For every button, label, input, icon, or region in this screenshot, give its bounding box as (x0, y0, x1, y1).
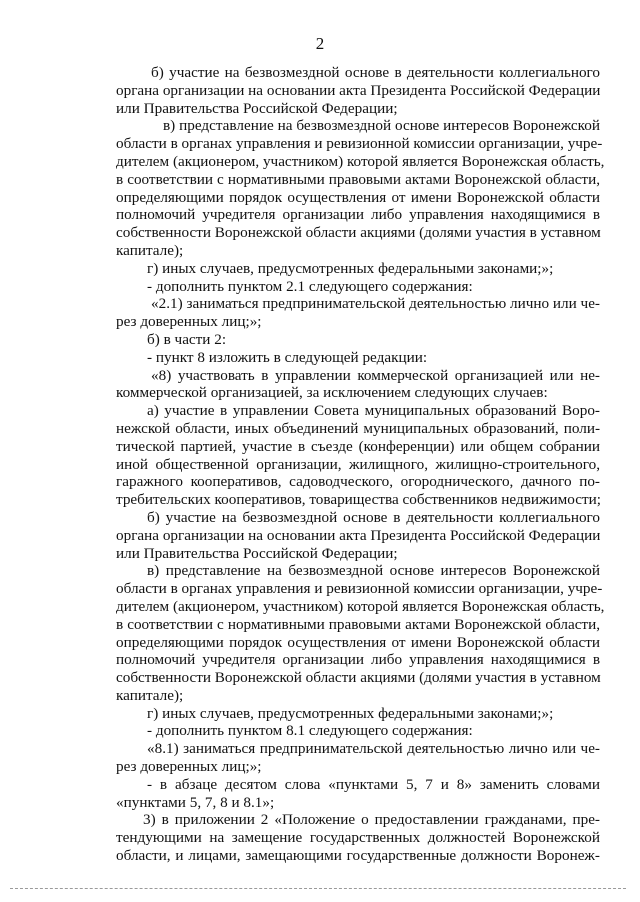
text-line: органа организации на основании акта Президента Российской Федерации (116, 526, 601, 544)
text-line: б) в части 2: (147, 330, 227, 348)
page-number: 2 (315, 34, 325, 53)
text-line: определяющими порядок осуществления от имени Воронежской области (116, 188, 600, 206)
text-line: в) представление на безвозмездной основе интересов Воронежской (163, 117, 600, 135)
text-line: области, и лицами, замещающими государственные должности Воронеж- (116, 847, 600, 865)
text-line: собственности Воронежской области акциями (долями участия в уставном (116, 669, 601, 687)
text-line: а) участие в управлении Совета муниципальных образований Воро- (147, 402, 600, 420)
text-line: тической партией, участие в съезде (конференции) или общем собрании (116, 437, 600, 455)
text-line: в) представление на безвозмездной основе интересов Воронежской (147, 562, 600, 580)
text-line: гаражного кооперативов, садоводческого, огороднического, дачного по- (116, 473, 600, 491)
text-line: или Правительства Российской Федерации; (116, 544, 398, 562)
text-line: дителем (акционером, участником) которой является Воронежская область, (116, 597, 605, 615)
text-line: - дополнить пунктом 8.1 следующего содержания: (147, 722, 473, 740)
text-line: полномочий учредителя организации либо управления находящимися в (116, 651, 600, 669)
text-line: «8) участвовать в управлении коммерческой организацией или не- (151, 366, 600, 384)
text-line: дителем (акционером, участником) которой является Воронежская область, (116, 152, 605, 170)
text-line: капитале); (116, 686, 184, 704)
text-line: коммерческой организацией, за исключением следующих случаев: (116, 384, 548, 402)
text-line: - дополнить пунктом 2.1 следующего содержания: (147, 277, 473, 295)
document-body (0, 64, 640, 865)
text-line: г) иных случаев, предусмотренных федеральными законами;»; (147, 259, 554, 277)
text-line: в соответствии с нормативными правовыми актами Воронежской области, (116, 615, 600, 633)
text-line: «8.1) заниматься предпринимательской деятельностью лично или че- (147, 740, 600, 758)
text-line: «пунктами 5, 7, 8 и 8.1»; (116, 793, 275, 811)
text-line: капитале); (116, 241, 184, 259)
text-line: или Правительства Российской Федерации; (116, 99, 398, 117)
text-line: - в абзаце десятом слова «пунктами 5, 7 и 8» заменить словами (147, 775, 600, 793)
page-bottom-edge (10, 888, 626, 889)
text-line: определяющими порядок осуществления от имени Воронежской области (116, 633, 600, 651)
text-line: собственности Воронежской области акциями (долями участия в уставном (116, 224, 601, 242)
text-line: г) иных случаев, предусмотренных федеральными законами;»; (147, 704, 554, 722)
text-line: области в органах управления и ревизионной комиссии организации, учре- (116, 580, 603, 598)
text-line: области в органах управления и ревизионной комиссии организации, учре- (116, 135, 603, 153)
text-line: органа организации на основании акта Президента Российской Федерации (116, 81, 601, 99)
text-line: иной общественной организации, жилищного, жилищно-строительного, (116, 455, 600, 473)
text-line: «2.1) заниматься предпринимательской деятельностью лично или че- (151, 295, 600, 313)
text-line: б) участие на безвозмездной основе в деятельности коллегиального (151, 64, 600, 81)
text-line: рез доверенных лиц;»; (116, 758, 262, 776)
text-line: рез доверенных лиц;»; (116, 313, 262, 331)
text-line: б) участие на безвозмездной основе в деятельности коллегиального (147, 508, 600, 526)
text-line: 3) в приложении 2 «Положение о предоставлении гражданами, пре- (143, 811, 600, 829)
text-line: в соответствии с нормативными правовыми актами Воронежской области, (116, 170, 600, 188)
text-line: требительских кооперативов, товарищества собственников недвижимости; (116, 491, 601, 509)
text-line: полномочий учредителя организации либо управления находящимися в (116, 206, 600, 224)
text-line: тендующими на замещение государственных должностей Воронежской (116, 829, 600, 847)
text-line: нежской области, иных объединений муниципальных образований, поли- (116, 419, 600, 437)
text-line: - пункт 8 изложить в следующей редакции: (147, 348, 428, 366)
